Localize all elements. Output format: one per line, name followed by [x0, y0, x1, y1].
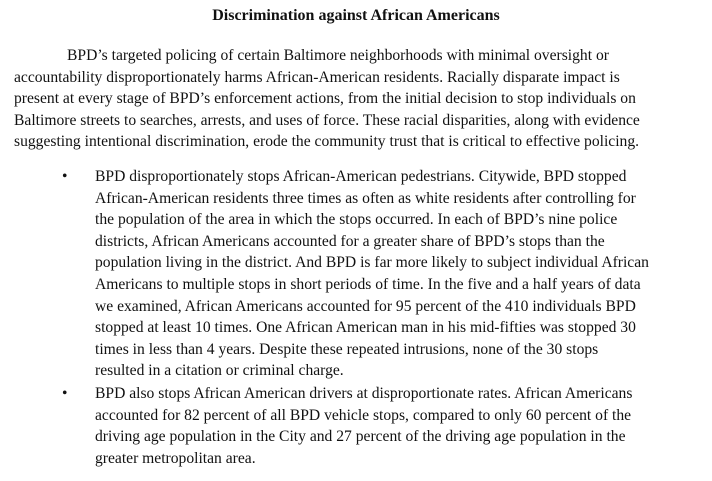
bullet-line: BPD also stops African American drivers at disproportionate rates. African Americans — [95, 385, 633, 402]
intro-line: accountability disproportionately harms African-American residents. Racially disparate impact is — [14, 68, 620, 86]
bullet-line: African-American residents three times as often as white residents after controlling for — [95, 189, 636, 207]
bullet-line: resulted in a citation or criminal charge. — [95, 362, 344, 380]
bullet-marker: • — [62, 168, 68, 185]
intro-paragraph — [14, 45, 702, 153]
bullet-line: times in less than 4 years. Despite these repeated intrusions, none of the 30 stops — [95, 340, 599, 358]
intro-line: Baltimore streets to searches, arrests, and uses of force. These racial disparities, along with evidence — [14, 111, 640, 129]
bullet-line: driving age population in the City and 27 percent of the driving age population in the — [95, 428, 626, 446]
bullet-line: stopped at least 10 times. One African American man in his mid-fifties was stopped 30 — [95, 319, 636, 337]
intro-line: present at every stage of BPD’s enforcement actions, from the initial decision to stop individuals on — [14, 90, 636, 108]
bullet-paragraph — [95, 166, 695, 382]
bullet-line: accounted for 82 percent of all BPD vehicle stops, compared to only 60 percent of the — [95, 406, 632, 424]
bullet-marker: • — [62, 385, 68, 402]
intro-line: BPD’s targeted policing of certain Baltimore neighborhoods with minimal oversight or — [67, 47, 609, 64]
bullet-line: Americans to multiple stops in short periods of time. In the five and a half years of data — [95, 275, 641, 293]
bullet-line: population living in the district. And BPD is far more likely to subject individual African — [95, 254, 649, 272]
bullet-line: BPD disproportionately stops African-American pedestrians. Citywide, BPD stopped — [95, 168, 627, 185]
bullet-line: we examined, African Americans accounted for 95 percent of the 410 individuals BPD — [95, 297, 636, 315]
bullet-line: greater metropolitan area. — [95, 449, 256, 467]
bullet-line: the population of the area in which the stops occurred. In each of BPD’s nine police — [95, 211, 618, 229]
bullet-paragraph — [95, 383, 695, 469]
bullet-line: districts, African Americans accounted for a greater share of BPD’s stops than the — [95, 232, 605, 250]
section-heading: Discrimination against African Americans — [212, 7, 500, 24]
intro-line: suggesting intentional discrimination, erode the community trust that is critical to effective policing. — [14, 133, 640, 151]
